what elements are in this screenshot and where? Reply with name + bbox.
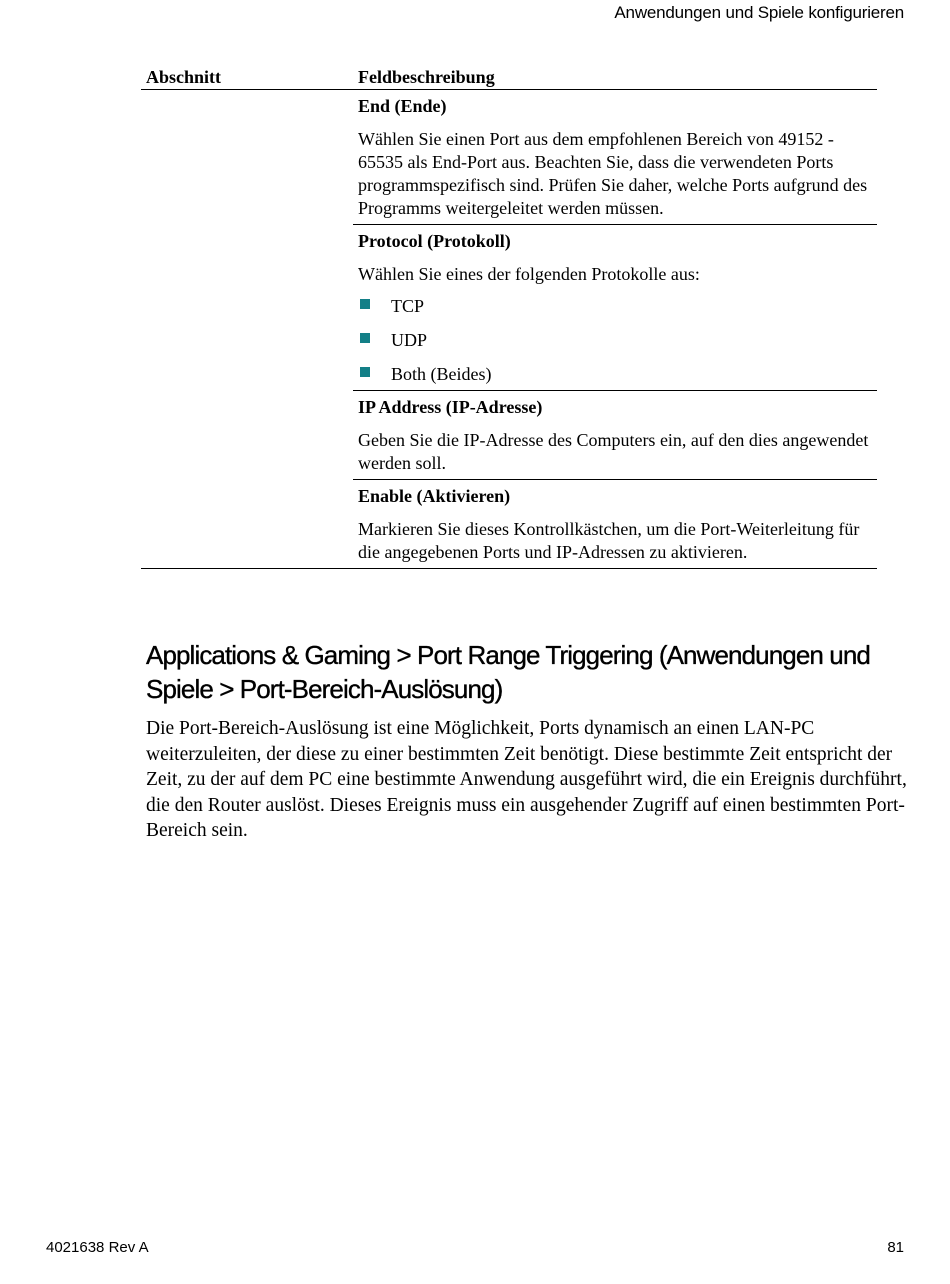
rule-cell xyxy=(141,568,353,569)
field-title: IP Address (IP-Adresse) xyxy=(358,397,543,417)
footer-doc-id: 4021638 Rev A xyxy=(46,1239,149,1256)
field-description-table xyxy=(141,64,877,569)
column-header-section: Abschnitt xyxy=(141,64,353,90)
field-cell-end xyxy=(353,90,877,225)
square-bullet-icon xyxy=(360,367,370,377)
list-item-label: TCP xyxy=(391,296,425,316)
field-title: End (Ende) xyxy=(358,96,447,116)
list-item-label: Both (Beides) xyxy=(391,364,492,384)
protocol-list xyxy=(358,295,877,386)
field-description: Markieren Sie dieses Kontrollkästchen, um die Port-Weiterleitung für die angegebenen Ports und IP-Adressen zu aktivieren. xyxy=(358,519,860,562)
table-header-row xyxy=(141,64,877,90)
table-row xyxy=(141,90,877,225)
field-cell-enable xyxy=(353,480,877,569)
field-description: Geben Sie die IP-Adresse des Computers ein, auf den dies angewendet werden soll. xyxy=(358,430,869,473)
rule-cell xyxy=(353,568,877,569)
list-item xyxy=(358,363,877,386)
field-description: Wählen Sie eines der folgenden Protokolle aus: xyxy=(358,264,700,284)
field-title: Protocol (Protokoll) xyxy=(358,231,511,251)
section-cell xyxy=(141,90,353,569)
table-bottom-rule xyxy=(141,568,877,569)
field-title: Enable (Aktivieren) xyxy=(358,486,511,506)
column-header-description: Feldbeschreibung xyxy=(353,64,877,90)
list-item-label: UDP xyxy=(391,330,428,350)
square-bullet-icon xyxy=(360,299,370,309)
list-item xyxy=(358,295,877,318)
footer-page-number: 81 xyxy=(887,1239,904,1256)
field-cell-protocol xyxy=(353,225,877,391)
running-header: Anwendungen und Spiele konfigurieren xyxy=(614,3,904,22)
field-description: Wählen Sie einen Port aus dem empfohlenen Bereich von 49152 - 65535 als End-Port aus. Beachten Sie, dass die verwendeten Ports programmspezifisch sind. Prüfen Sie daher, welche Ports aufgrund des Programms weitergeleitet werden müssen. xyxy=(358,129,868,218)
section-paragraph: Die Port-Bereich-Auslösung ist eine Möglichkeit, Ports dynamisch an einen LAN-PC weiterzuleiten, der diese zu einer bestimmten Zeit benötigt. Diese bestimmte Zeit entspricht der Zeit, zu der auf dem PC eine bestimmte Anwendung ausgeführt wird, die ein Ereignis durchführt, die den Router auslöst. Dieses Ereignis muss ein ausgehender Zugriff auf einen bestimmten Port-Bereich sein. xyxy=(146,718,907,841)
list-item xyxy=(358,329,877,352)
section-heading: Applications & Gaming > Port Range Triggering (Anwendungen und Spiele > Port-Bereich-Auslösung) xyxy=(146,640,870,704)
square-bullet-icon xyxy=(360,333,370,343)
field-cell-ip-address xyxy=(353,391,877,480)
